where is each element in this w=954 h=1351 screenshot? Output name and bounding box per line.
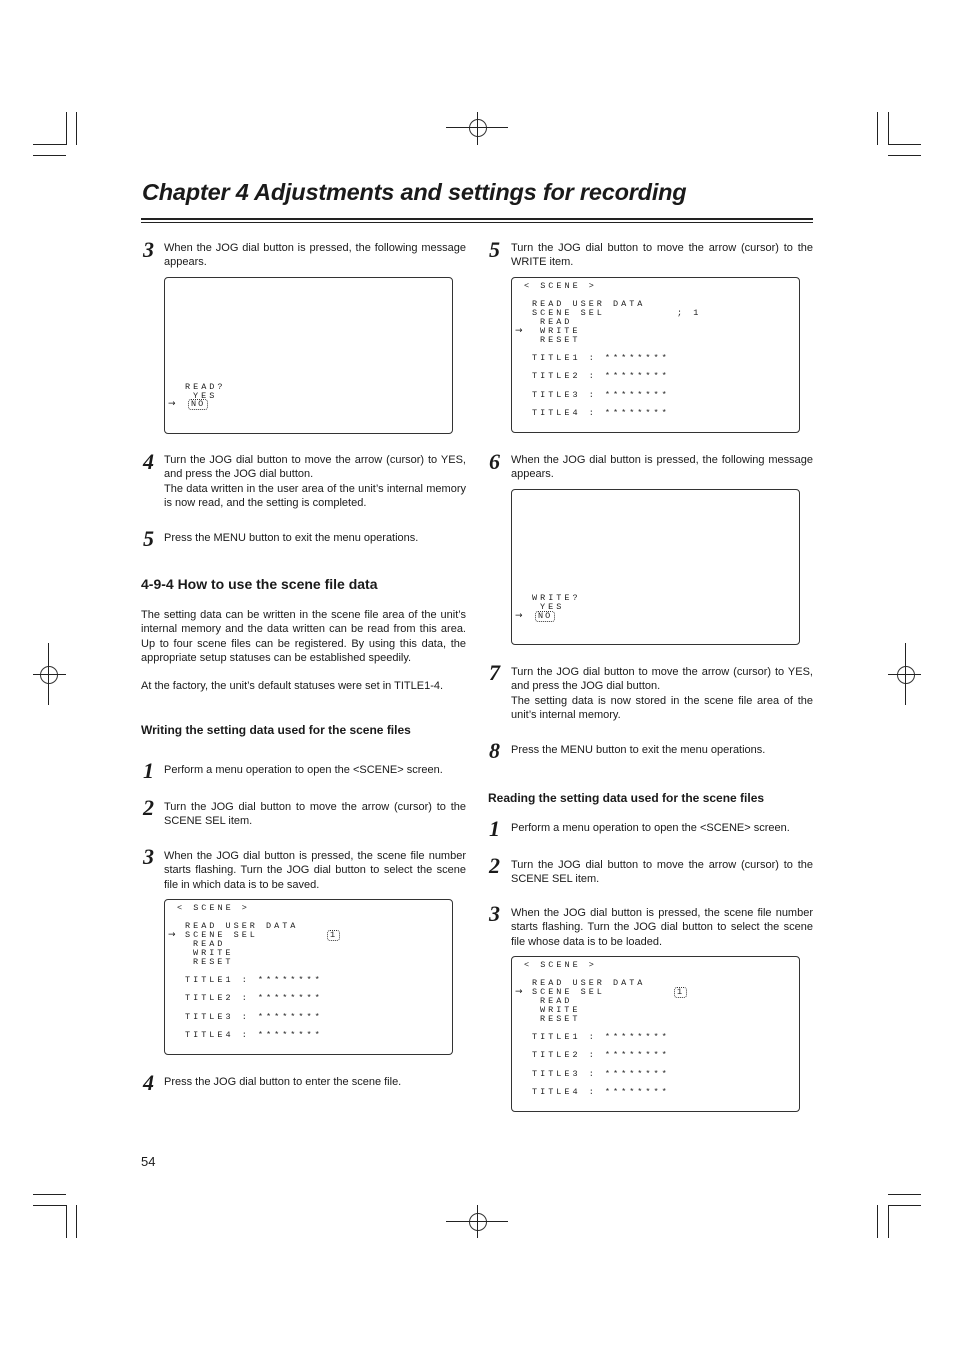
chapter-rule — [141, 218, 813, 220]
scene-number-flashing: 1 — [327, 930, 340, 941]
writing-heading: Writing the setting data used for the scene files — [141, 723, 411, 737]
step-number: 4 — [143, 449, 154, 474]
read-item: READ — [193, 939, 226, 949]
registration-mark — [477, 1205, 478, 1238]
registration-mark — [477, 112, 478, 145]
registration-mark — [469, 1213, 487, 1231]
title2-row: TITLE2 : ******** — [532, 1050, 670, 1060]
step-number: 5 — [489, 237, 500, 262]
step-text: The setting data is now stored in the scene file area of the unit’s internal memory. — [511, 695, 813, 722]
read-item: READ — [540, 317, 573, 327]
title2-row: TITLE2 : ******** — [532, 371, 670, 381]
registration-mark — [469, 119, 487, 137]
crop-mark — [888, 144, 921, 145]
crop-mark — [76, 1205, 77, 1238]
step-text: Perform a menu operation to open the <SCENE> screen. — [511, 822, 790, 834]
yes-option: YES — [193, 391, 218, 401]
step-text: Perform a menu operation to open the <SCENE> screen. — [164, 764, 443, 776]
step-text: Turn the JOG dial button to move the arrow (cursor) to the SCENE SEL item. — [164, 801, 466, 828]
title2-row: TITLE2 : ******** — [185, 993, 323, 1003]
title3-row: TITLE3 : ******** — [185, 1012, 323, 1022]
chapter-rule — [141, 222, 813, 223]
write-prompt: WRITE? — [532, 593, 581, 603]
step-text: Turn the JOG dial button to move the arrow (cursor) to the WRITE item. — [511, 242, 813, 269]
read-user-data-label: READ USER DATA — [532, 978, 646, 988]
write-item: WRITE — [540, 326, 581, 336]
crop-mark — [33, 1205, 66, 1206]
registration-mark — [33, 674, 66, 675]
registration-mark — [905, 643, 906, 705]
scene-header: < SCENE > — [524, 281, 597, 291]
reset-item: RESET — [540, 335, 581, 345]
step-text: When the JOG dial button is pressed, the following message appears. — [511, 454, 813, 481]
step-text: Press the MENU button to exit the menu operations. — [511, 744, 766, 756]
step-number: 6 — [489, 449, 500, 474]
reading-heading: Reading the setting data used for the scene files — [488, 791, 765, 805]
intro-paragraph: At the factory, the unit’s default statuses were set in TITLE1-4. — [141, 680, 444, 692]
scene-menu-screen — [511, 277, 800, 433]
write-item: WRITE — [193, 948, 234, 958]
title1-row: TITLE1 : ******** — [185, 975, 323, 985]
read-message-screen — [164, 277, 453, 434]
step-number: 3 — [143, 237, 154, 262]
step-text: When the JOG dial button is pressed, the scene file number starts flashing. Turn the JOG dial button to select the scene file whose data is to be loaded. — [511, 907, 813, 948]
step-number: 8 — [489, 738, 500, 763]
title4-row: TITLE4 : ******** — [532, 408, 670, 418]
cursor-arrow-icon: → — [168, 399, 176, 409]
step-text: Press the JOG dial button to enter the scene file. — [164, 1076, 402, 1088]
step-number: 1 — [489, 816, 500, 841]
read-user-data-label: READ USER DATA — [532, 299, 646, 309]
scene-sel-label: SCENE SEL — [532, 987, 605, 997]
crop-mark — [33, 155, 66, 156]
no-option-flashing: NO — [535, 611, 555, 622]
crop-mark — [877, 1205, 878, 1238]
crop-mark — [33, 1194, 66, 1195]
title3-row: TITLE3 : ******** — [532, 390, 670, 400]
cursor-arrow-icon: → — [515, 987, 523, 997]
step-number: 2 — [489, 853, 500, 878]
chapter-title: Chapter 4 Adjustments and settings for recording — [142, 179, 687, 205]
step-number: 2 — [143, 795, 154, 820]
scene-menu-screen — [164, 899, 453, 1055]
step-text: Turn the JOG dial button to move the arrow (cursor) to YES, and press the JOG dial button. — [511, 666, 813, 693]
registration-mark — [40, 666, 58, 684]
read-item: READ — [540, 996, 573, 1006]
scene-header: < SCENE > — [177, 903, 250, 913]
page-number: 54 — [141, 1154, 156, 1169]
step-text: Press the MENU button to exit the menu operations. — [164, 532, 419, 544]
step-number: 7 — [489, 660, 500, 685]
registration-mark — [48, 643, 49, 705]
read-prompt: READ? — [185, 382, 226, 392]
read-user-data-label: READ USER DATA — [185, 921, 299, 931]
scene-menu-screen — [511, 956, 800, 1112]
no-option-flashing: NO — [188, 399, 208, 410]
cursor-arrow-icon: → — [515, 611, 523, 621]
step-number: 4 — [143, 1070, 154, 1095]
step-number: 3 — [143, 844, 154, 869]
title4-row: TITLE4 : ******** — [185, 1030, 323, 1040]
scene-number-flashing: 1 — [674, 987, 687, 998]
crop-mark — [888, 155, 921, 156]
step-text: When the JOG dial button is pressed, the following message appears. — [164, 242, 466, 269]
crop-mark — [66, 112, 67, 145]
scene-sel-value: ; 1 — [677, 308, 702, 318]
cursor-arrow-icon: → — [168, 930, 176, 940]
crop-mark — [76, 112, 77, 145]
scene-sel-label: SCENE SEL — [532, 308, 605, 318]
cursor-arrow-icon: → — [515, 326, 523, 336]
write-message-screen — [511, 489, 800, 645]
step-number: 1 — [143, 758, 154, 783]
title4-row: TITLE4 : ******** — [532, 1087, 670, 1097]
crop-mark — [33, 144, 66, 145]
crop-mark — [66, 1205, 67, 1238]
crop-mark — [888, 1205, 889, 1238]
step-number: 3 — [489, 901, 500, 926]
crop-mark — [888, 1205, 921, 1206]
step-number: 5 — [143, 526, 154, 551]
intro-paragraph: The setting data can be written in the scene file area of the unit’s internal memory and the data written can be read from this area. Up to four scene files can be registered. By using this data, the appropriate setup statuses can be established speedily. — [141, 609, 466, 665]
scene-header: < SCENE > — [524, 960, 597, 970]
step-text: The data written in the user area of the unit’s internal memory is now read, and the setting is completed. — [164, 483, 466, 510]
reset-item: RESET — [193, 957, 234, 967]
crop-mark — [888, 112, 889, 145]
title3-row: TITLE3 : ******** — [532, 1069, 670, 1079]
step-text: Turn the JOG dial button to move the arrow (cursor) to YES, and press the JOG dial button. — [164, 454, 466, 481]
reset-item: RESET — [540, 1014, 581, 1024]
step-text: When the JOG dial button is pressed, the scene file number starts flashing. Turn the JOG dial button to select the scene file in which data is to be saved. — [164, 850, 466, 891]
crop-mark — [877, 112, 878, 145]
registration-mark — [897, 666, 915, 684]
yes-option: YES — [540, 602, 565, 612]
write-item: WRITE — [540, 1005, 581, 1015]
crop-mark — [888, 1194, 921, 1195]
title1-row: TITLE1 : ******** — [532, 353, 670, 363]
section-title: 4-9-4 How to use the scene file data — [141, 576, 378, 592]
title1-row: TITLE1 : ******** — [532, 1032, 670, 1042]
step-text: Turn the JOG dial button to move the arrow (cursor) to the SCENE SEL item. — [511, 859, 813, 886]
scene-sel-label: SCENE SEL — [185, 930, 258, 940]
